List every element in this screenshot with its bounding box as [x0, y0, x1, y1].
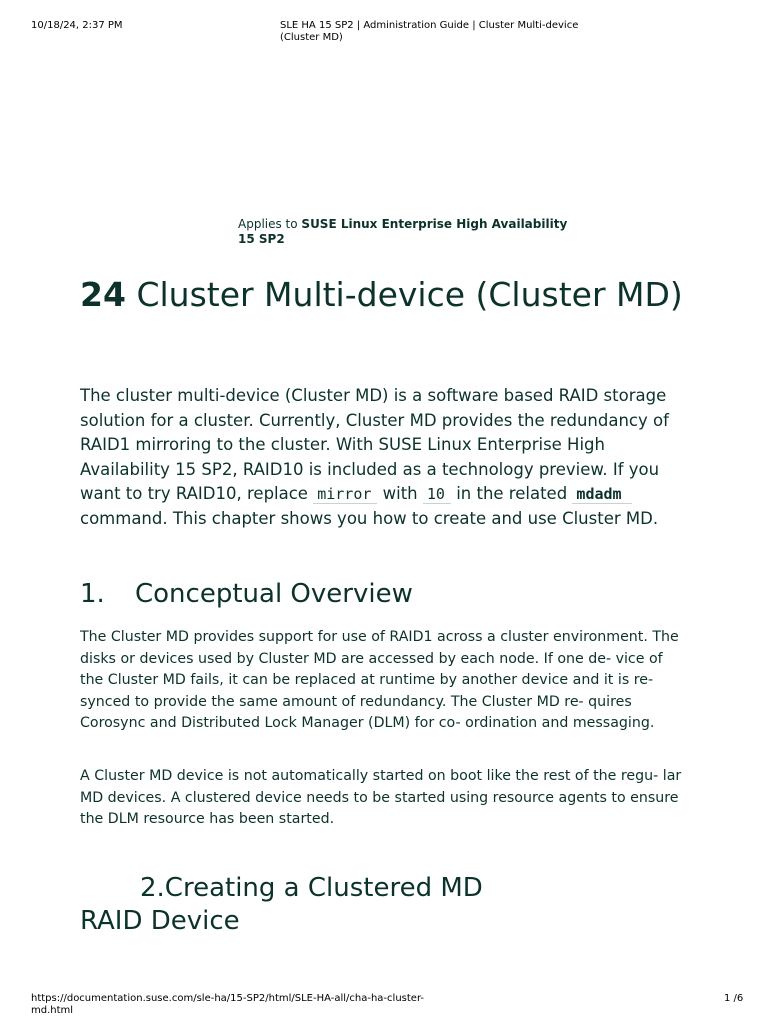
- chapter-title: [80, 274, 700, 315]
- intro-text-2: with: [377, 484, 423, 503]
- chapter-title-text: Cluster Multi-device (Cluster MD): [136, 275, 683, 314]
- intro-text-3: in the related: [450, 484, 573, 503]
- print-header-date: 10/18/24, 2:37 PM: [31, 20, 123, 31]
- section2-title-line2: RAID Device: [80, 906, 240, 936]
- applies-to-prefix: Applies to: [238, 217, 302, 231]
- code-mirror: mirror: [313, 485, 377, 504]
- section-number: 1.: [80, 579, 105, 609]
- overview-paragraph-1: The Cluster MD provides support for use of RAID1 across a cluster environment. The disks or devices used by Cluster MD are accessed by each node. If one de- vice of the Cluster MD fails, it can be replaced at runtime by another device and it is re-synced to provide the same amount of redundancy. The Cluster MD re- quires Corosync and Distributed Lock Manager (DLM) for co- ordination and messaging.: [80, 629, 679, 731]
- chapter-number: 24: [80, 275, 126, 314]
- intro-text-1: The cluster multi-device (Cluster MD) is a software based RAID storage solution for a cluster. Currently, Cluster MD provides the redundancy of RAID1 mirroring to the cluster. With SUSE Linux Enterprise High Availability 15 SP2, RAID10 is included as a technology preview. If you want to try RAID10, replace: [80, 386, 669, 503]
- print-header-title: SLE HA 15 SP2 | Administration Guide | Cluster Multi-device (Cluster MD): [280, 20, 579, 43]
- code-mdadm-command: mdadm: [572, 485, 631, 504]
- code-10: 10: [423, 485, 451, 504]
- overview-paragraph-2: A Cluster MD device is not automatically started on boot like the rest of the regu- lar MD devices. A clustered device needs to be started using resource agents to ensure the DLM resource has been started.: [80, 768, 682, 827]
- section-title-text: Conceptual Overview: [135, 579, 413, 609]
- intro-paragraph: [80, 384, 690, 531]
- section2-title-line1: 2.Creating a Clustered MD: [140, 873, 483, 903]
- applies-to-note: [238, 217, 578, 247]
- section-creating-clustered-md-title: [80, 872, 680, 938]
- print-footer-url: https://documentation.suse.com/sle-ha/15-SP2/html/SLE-HA-all/cha-ha-cluster-md.html: [31, 993, 425, 1016]
- section-conceptual-overview-title: [80, 578, 680, 610]
- intro-text-4: command. This chapter shows you how to create and use Cluster MD.: [80, 508, 659, 528]
- print-footer-page-number: 1 /6: [724, 993, 744, 1004]
- applies-to-product: SUSE Linux Enterprise High Availability 15 SP2: [238, 217, 568, 246]
